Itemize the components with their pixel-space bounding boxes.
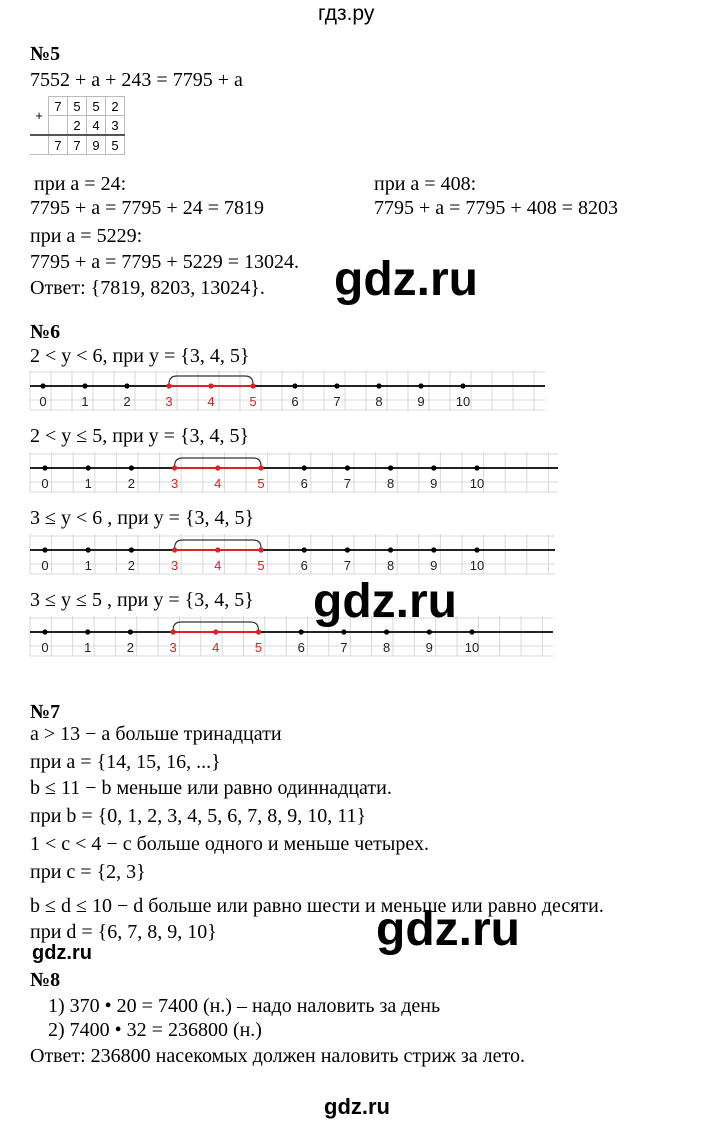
tick-point: [292, 383, 297, 388]
tick-label: 4: [212, 640, 220, 655]
tick-label: 2: [126, 640, 135, 655]
tick-label: 4: [214, 476, 222, 491]
tick-point: [215, 465, 220, 470]
tick-point: [40, 383, 45, 388]
plus-sign: +: [35, 107, 43, 123]
digit: 4: [87, 116, 106, 136]
tick-point: [256, 629, 261, 634]
column-addition: [30, 96, 125, 155]
tick-point: [172, 547, 177, 552]
task8-step2: 2) 7400 • 32 = 236800 (н.): [48, 1019, 262, 1041]
tick-point: [384, 629, 389, 634]
site-title: гдз.ру: [318, 2, 375, 25]
digit: 9: [87, 135, 106, 155]
digit: 3: [106, 116, 125, 136]
number-line-3: [0, 530, 720, 578]
tick-point: [474, 465, 479, 470]
tick-label: 6: [300, 558, 308, 573]
task8-step1: 1) 370 • 20 = 7400 (н.) – надо наловить за день: [48, 995, 441, 1017]
digit: 7: [49, 97, 68, 116]
tick-point: [388, 465, 393, 470]
digit: 5: [68, 97, 87, 116]
tick-point: [82, 383, 87, 388]
tick-point: [208, 383, 213, 388]
tick-point: [427, 629, 432, 634]
task5-answer: Ответ: {7819, 8203, 13024}.: [30, 277, 265, 299]
task7-line: при d = {6, 7, 8, 9, 10}: [30, 921, 217, 943]
tick-label: 0: [41, 640, 49, 655]
tick-label: 3: [169, 640, 177, 655]
tick-label: 7: [343, 558, 352, 573]
tick-point: [250, 383, 255, 388]
tick-point: [86, 547, 91, 552]
tick-point: [341, 629, 346, 634]
task7-number: №7: [30, 701, 61, 723]
task5-case1-expr: 7795 + a = 7795 + 24 = 7819: [30, 197, 264, 219]
task6-caption-1: 2 < y < 6, при y = {3, 4, 5}: [30, 345, 250, 367]
tick-point: [345, 547, 350, 552]
number-line-2: [0, 448, 720, 496]
tick-point: [215, 547, 220, 552]
watermark: gdz.ru: [334, 253, 478, 306]
footer-watermark: gdz.ru: [324, 1094, 390, 1119]
tick-point: [431, 465, 436, 470]
tick-point: [172, 465, 177, 470]
tick-point: [129, 547, 134, 552]
task7-line: при a = {14, 15, 16, ...}: [30, 751, 221, 773]
tick-label: 0: [41, 476, 49, 491]
tick-point: [469, 629, 474, 634]
tick-point: [85, 629, 90, 634]
watermark: gdz.ru: [376, 903, 520, 956]
tick-point: [213, 629, 218, 634]
digit: 2: [68, 116, 87, 136]
tick-point: [42, 547, 47, 552]
tick-point: [42, 629, 47, 634]
digit: 2: [106, 97, 125, 116]
task6-caption-4: 3 ≤ y ≤ 5 , при y = {3, 4, 5}: [30, 589, 254, 611]
tick-label: 8: [382, 640, 391, 655]
tick-label: 9: [430, 476, 438, 491]
tick-label: 5: [249, 394, 257, 409]
tick-label: 3: [170, 476, 179, 491]
tick-label: 3: [165, 394, 173, 409]
task7-line: b ≤ d ≤ 10 − d больше или равно шести и меньше или равно десяти.: [30, 895, 604, 917]
tick-point: [474, 547, 479, 552]
task5-equation: 7552 + a + 243 = 7795 + a: [30, 69, 243, 91]
tick-point: [302, 547, 307, 552]
tick-point: [258, 547, 263, 552]
tick-point: [258, 465, 263, 470]
tick-label: 4: [214, 558, 222, 573]
tick-point: [128, 629, 133, 634]
tick-point: [431, 547, 436, 552]
task5-case3-expr: 7795 + a = 7795 + 5229 = 13024.: [30, 251, 299, 273]
tick-point: [418, 383, 423, 388]
tick-point: [124, 383, 129, 388]
tick-label: 6: [291, 394, 299, 409]
tick-point: [86, 465, 91, 470]
task6-caption-2: 2 < y ≤ 5, при y = {3, 4, 5}: [30, 425, 250, 447]
tick-point: [166, 383, 171, 388]
tick-label: 7: [333, 394, 341, 409]
task7-line: a > 13 − a больше тринадцати: [30, 723, 282, 745]
tick-point: [129, 465, 134, 470]
digit: 5: [87, 97, 106, 116]
task7-line: 1 < c < 4 − c больше одного и меньше четырех.: [30, 833, 429, 855]
tick-point: [299, 629, 304, 634]
tick-label: 7: [340, 640, 348, 655]
number-line-1: [0, 366, 720, 414]
digit: 5: [106, 135, 125, 155]
task5-case1-label: при a = 24:: [34, 173, 127, 195]
tick-label: 4: [207, 394, 215, 409]
tick-label: 8: [386, 558, 395, 573]
tick-label: 8: [375, 394, 383, 409]
tick-label: 5: [257, 476, 265, 491]
tick-label: 9: [430, 558, 438, 573]
tick-label: 10: [469, 558, 485, 573]
interval-bracket: [175, 540, 261, 548]
tick-point: [42, 465, 47, 470]
task5-case3-label: при a = 5229:: [30, 225, 143, 247]
task7-line: b ≤ 11 − b меньше или равно одиннадцати.: [30, 777, 392, 799]
tick-label: 5: [257, 558, 265, 573]
tick-label: 9: [425, 640, 433, 655]
tick-point: [460, 383, 465, 388]
watermark-small: gdz.ru: [32, 942, 92, 964]
task6-number: №6: [30, 321, 61, 343]
task5-case2-expr: 7795 + a = 7795 + 408 = 8203: [374, 197, 618, 219]
interval-bracket: [175, 458, 261, 466]
tick-label: 10: [455, 394, 471, 409]
tick-label: 0: [41, 558, 49, 573]
task8-answer: Ответ: 236800 насекомых должен наловить стриж за лето.: [30, 1045, 525, 1067]
tick-label: 10: [469, 476, 485, 491]
tick-label: 2: [127, 558, 136, 573]
digit: 7: [49, 135, 68, 155]
tick-label: 1: [84, 476, 92, 491]
tick-point: [376, 383, 381, 388]
tick-label: 9: [417, 394, 425, 409]
tick-point: [171, 629, 176, 634]
tick-point: [388, 547, 393, 552]
tick-label: 8: [386, 476, 395, 491]
watermark: gdz.ru: [313, 575, 457, 628]
digit: 7: [68, 135, 87, 155]
interval-bracket: [173, 622, 258, 630]
task7-line: при b = {0, 1, 2, 3, 4, 5, 6, 7, 8, 9, 10, 11}: [30, 805, 367, 827]
tick-label: 7: [343, 476, 352, 491]
tick-label: 2: [127, 476, 136, 491]
task6-caption-3: 3 ≤ y < 6 , при y = {3, 4, 5}: [30, 507, 255, 529]
tick-label: 3: [170, 558, 179, 573]
task8-number: №8: [30, 969, 61, 991]
tick-label: 2: [123, 394, 131, 409]
tick-point: [334, 383, 339, 388]
tick-label: 1: [84, 640, 92, 655]
tick-label: 10: [464, 640, 480, 655]
tick-label: 1: [81, 394, 89, 409]
tick-label: 6: [300, 476, 308, 491]
tick-label: 0: [39, 394, 47, 409]
tick-label: 6: [297, 640, 305, 655]
task7-line: при c = {2, 3}: [30, 861, 146, 883]
task5-case2-label: при a = 408:: [374, 173, 477, 195]
tick-label: 5: [254, 640, 263, 655]
task5-number: №5: [30, 43, 61, 65]
tick-point: [345, 465, 350, 470]
tick-label: 1: [84, 558, 92, 573]
tick-point: [302, 465, 307, 470]
